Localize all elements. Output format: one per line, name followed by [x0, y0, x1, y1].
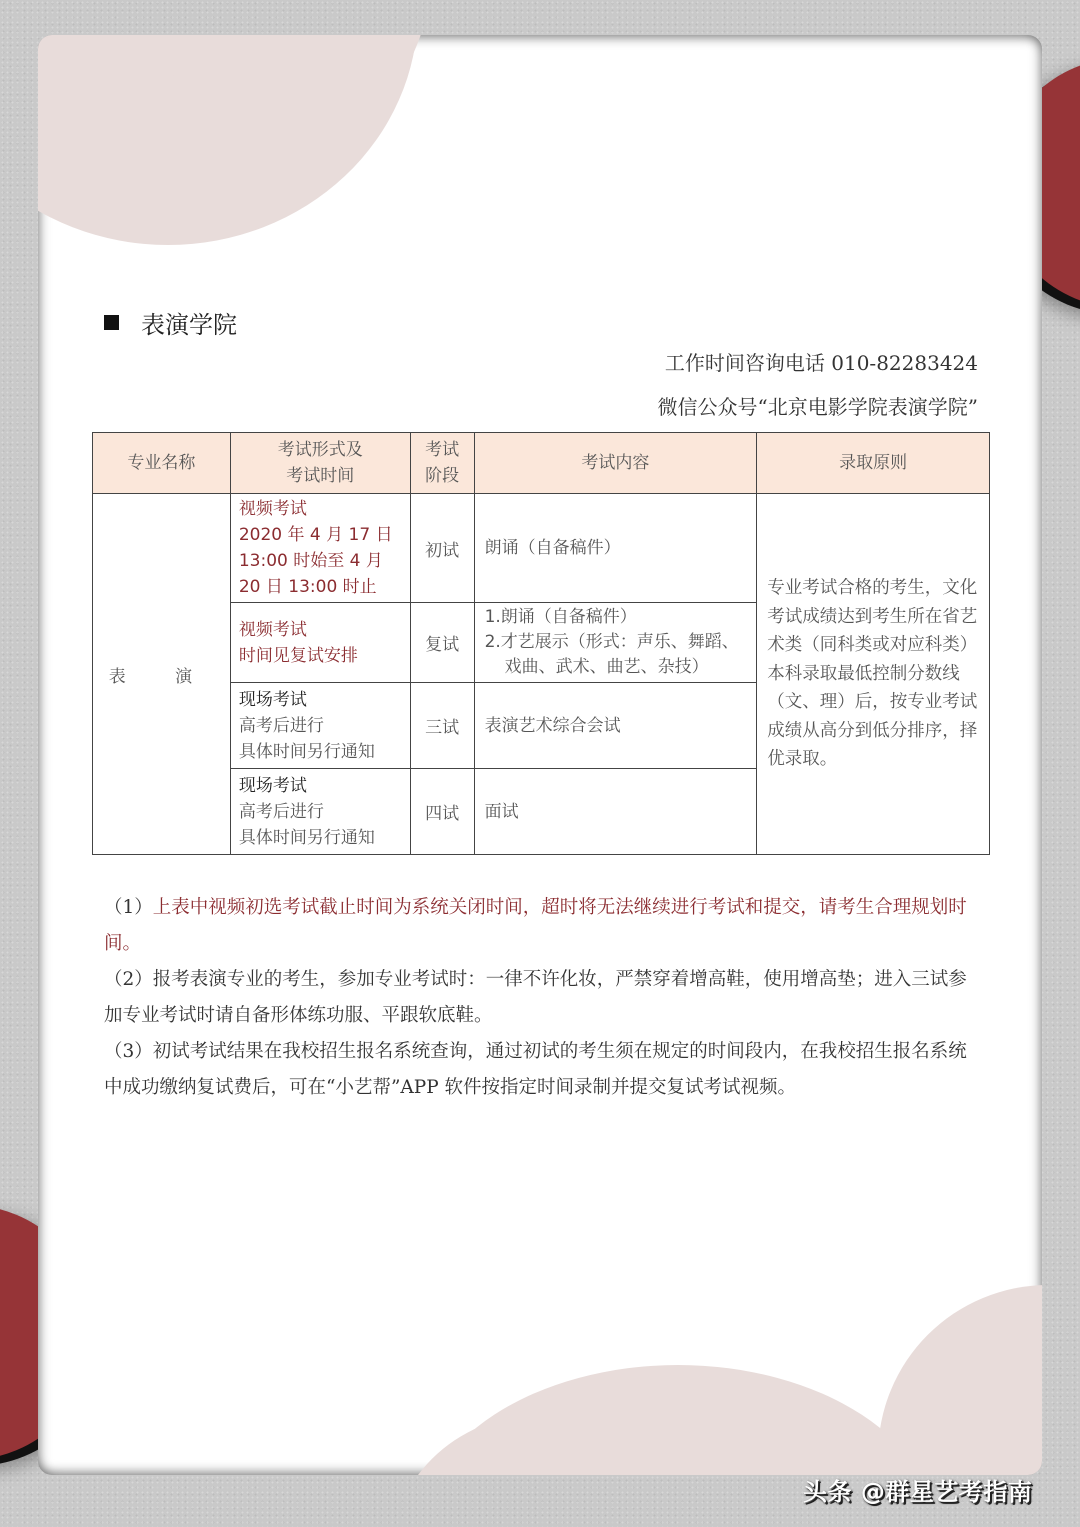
content-cell: 朗诵（自备稿件）: [474, 494, 757, 603]
document-card: [38, 35, 1042, 1475]
content-cell: 1.朗诵（自备稿件） 2.才艺展示（形式：声乐、舞蹈、 戏曲、武术、曲艺、杂技）: [474, 603, 757, 683]
table-row: [93, 494, 990, 603]
notes-section: [104, 890, 984, 1106]
content-cell: 面试: [474, 769, 757, 855]
stage-cell: 三试: [410, 683, 474, 769]
exam-schedule-table: [92, 432, 990, 855]
square-bullet-icon: [104, 315, 119, 330]
major-cell: 表 演: [93, 494, 231, 855]
section-title: [104, 305, 237, 340]
note-item: （2）报考表演专业的考生，参加专业考试时：一律不许化妆，严禁穿着增高鞋，使用增高垫；进入三试参加专业考试时请自备形体练功服、平跟软底鞋。: [104, 969, 967, 1026]
admission-rule-cell: 专业考试合格的考生，文化考试成绩达到考生所在省艺术类（同科类或对应科类）本科录取最低控制分数线（文、理）后，按专业考试成绩从高分到低分排序，择优录取。: [757, 494, 990, 855]
note-item: （1）上表中视频初选考试截止时间为系统关闭时间，超时将无法继续进行考试和提交，请考生合理规划时间。: [104, 897, 967, 954]
stage-cell: 复试: [410, 603, 474, 683]
header-form: 考试形式及 考试时间: [230, 433, 410, 494]
contact-phone: 工作时间咨询电话 010-82283424: [664, 351, 978, 375]
stage-cell: 初试: [410, 494, 474, 603]
header-stage: 考试 阶段: [410, 433, 474, 494]
form-cell: 现场考试 高考后进行 具体时间另行通知: [230, 683, 410, 769]
note-item: （3）初试考试结果在我校招生报名系统查询，通过初试的考生须在规定的时间段内，在我校招生报名系统中成功缴纳复试费后，可在“小艺帮”APP 软件按指定时间录制并提交复试考试视频。: [104, 1041, 967, 1098]
content-cell: 表演艺术综合会试: [474, 683, 757, 769]
form-cell: 视频考试 时间见复试安排: [230, 603, 410, 683]
watermark: 头条 @群星艺考指南: [803, 1478, 1033, 1506]
section-title-text: 表演学院: [141, 311, 237, 339]
header-content: 考试内容: [474, 433, 757, 494]
stage-cell: 四试: [410, 769, 474, 855]
form-cell: 视频考试 2020 年 4 月 17 日 13:00 时始至 4 月 20 日 13:00 时止: [230, 494, 410, 603]
header-major: 专业名称: [93, 433, 231, 494]
form-cell: 现场考试 高考后进行 具体时间另行通知: [230, 769, 410, 855]
table-header-row: [93, 433, 990, 494]
header-rule: 录取原则: [757, 433, 990, 494]
contact-wechat: 微信公众号“北京电影学院表演学院”: [657, 395, 978, 419]
